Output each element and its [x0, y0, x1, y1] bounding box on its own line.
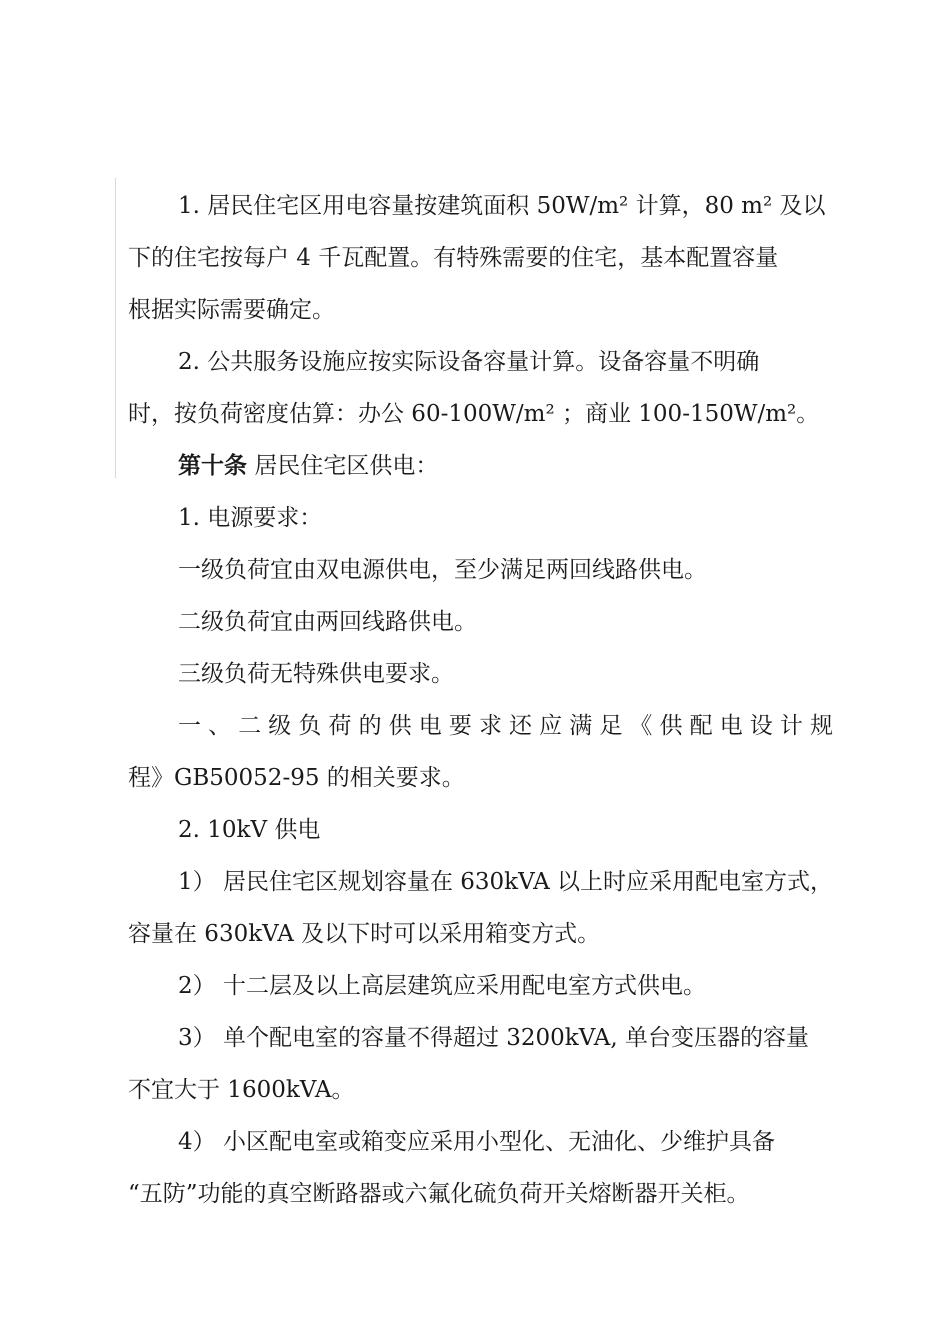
- text-line: 2. 公共服务设施应按实际设备容量计算。设备容量不明确: [178, 349, 760, 375]
- text-char: 的: [358, 713, 382, 739]
- text-char: 《: [629, 713, 653, 739]
- section-power-source: 1. 电源要求：: [178, 505, 323, 531]
- section-10kv-supply: 2. 10kV 供电: [178, 817, 321, 843]
- text-line: 程》GB50052-95 的相关要求。: [128, 765, 465, 791]
- article-title: 居民住宅区供电：: [254, 453, 439, 479]
- text-char: 荷: [328, 713, 352, 739]
- justified-text-line: [128, 700, 833, 752]
- text-line: 3） 单个配电室的容量不得超过 3200kVA, 单台变压器的容量: [178, 1025, 810, 1051]
- text-char: 负: [298, 713, 322, 739]
- paragraph-residential-capacity: [128, 180, 833, 336]
- text-char: 应: [539, 713, 563, 739]
- paragraph-class1-load: 一级负荷宜由双电源供电，至少满足两回线路供电。: [178, 557, 707, 583]
- text-line: 1. 居民住宅区用电容量按建筑面积 50W/m² 计算，80 m² 及以: [178, 193, 826, 219]
- text-char: 还: [509, 713, 533, 739]
- text-char: 满: [569, 713, 593, 739]
- text-char: 电: [719, 713, 743, 739]
- text-char: 供: [388, 713, 412, 739]
- paragraph-spec-reference: [128, 700, 833, 804]
- text-line: “五防”功能的真空断路器或六氟化硫负荷开关熔断器开关柜。: [128, 1181, 750, 1207]
- item-switchgear: [128, 1116, 833, 1220]
- text-char: 规: [809, 713, 833, 739]
- item-distribution-room: [128, 856, 833, 960]
- item-room-capacity: [128, 1012, 833, 1116]
- text-char: 设: [749, 713, 773, 739]
- paragraph-class2-load: 二级负荷宜由两回线路供电。: [178, 609, 477, 635]
- text-char: 计: [779, 713, 803, 739]
- text-line: 根据实际需要确定。: [128, 297, 335, 323]
- paragraph-class3-load: 三级负荷无特殊供电要求。: [178, 661, 454, 687]
- article-heading: [128, 440, 833, 492]
- item-high-rise: 2） 十二层及以上高层建筑应采用配电室方式供电。: [178, 973, 706, 999]
- text-char: 级: [268, 713, 292, 739]
- text-char: 足: [599, 713, 623, 739]
- text-char: 二: [238, 713, 262, 739]
- text-line: 1） 居民住宅区规划容量在 630kVA 以上时应采用配电室方式，: [178, 869, 834, 895]
- text-char: 要: [448, 713, 472, 739]
- text-char: 配: [689, 713, 713, 739]
- article-number: 第十条: [178, 452, 247, 479]
- document-body: [128, 180, 833, 1220]
- text-line: 时，按负荷密度估算：办公 60-100W/m² ；商业 100-150W/m²。: [128, 401, 820, 427]
- text-char: 、: [208, 713, 232, 739]
- text-char: 电: [418, 713, 442, 739]
- text-line: 4） 小区配电室或箱变应采用小型化、无油化、少维护具备: [178, 1129, 775, 1155]
- text-line: 不宜大于 1600kVA。: [128, 1077, 355, 1103]
- text-char: 求: [478, 713, 502, 739]
- margin-rule: [115, 178, 116, 478]
- text-line: 下的住宅按每户 4 千瓦配置。有特殊需要的住宅，基本配置容量: [128, 245, 779, 271]
- text-char: 供: [659, 713, 683, 739]
- text-char: 一: [178, 713, 201, 739]
- text-line: 容量在 630kVA 及以下时可以采用箱变方式。: [128, 921, 601, 947]
- paragraph-public-facility-capacity: [128, 336, 833, 440]
